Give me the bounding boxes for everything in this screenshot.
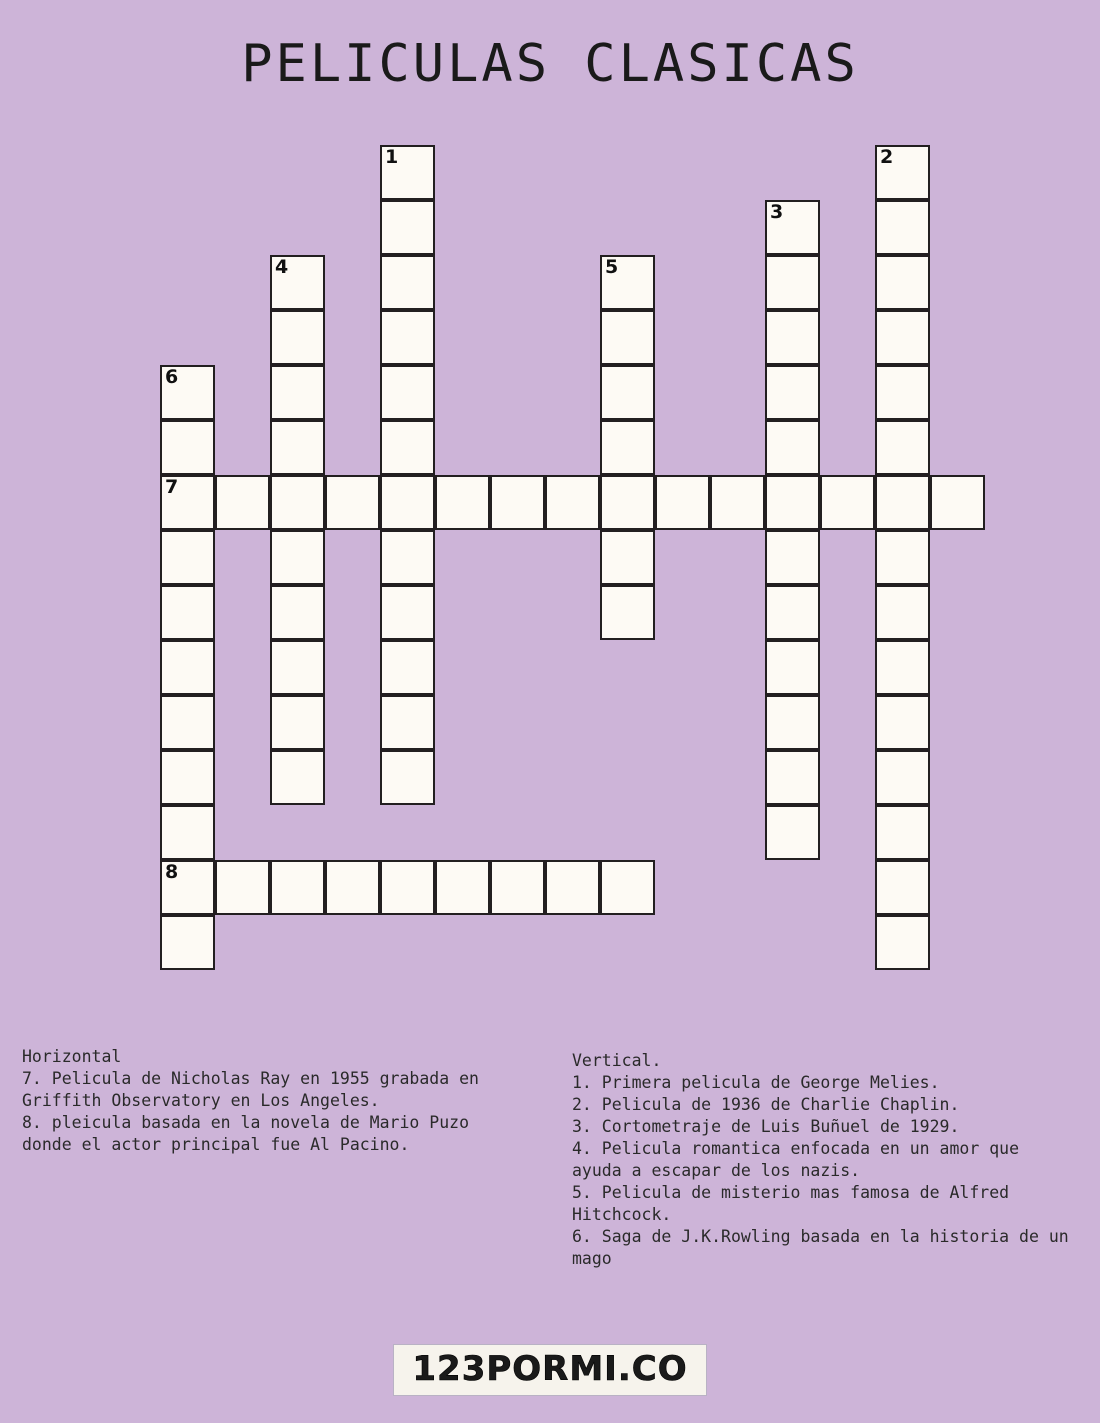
crossword-cell[interactable] xyxy=(765,805,820,860)
crossword-cell[interactable] xyxy=(875,585,930,640)
cell-number-5: 5 xyxy=(605,256,619,278)
crossword-cell[interactable] xyxy=(270,695,325,750)
crossword-cell[interactable] xyxy=(875,310,930,365)
crossword-cell[interactable] xyxy=(600,420,655,475)
crossword-cell[interactable] xyxy=(600,475,655,530)
crossword-cell[interactable] xyxy=(380,310,435,365)
crossword-cell[interactable] xyxy=(380,200,435,255)
clue-down-1: 1. Primera pelicula de George Melies. xyxy=(572,1073,940,1092)
clue-across-7: 7. Pelicula de Nicholas Ray en 1955 grabada en Griffith Observatory en Los Angeles. xyxy=(22,1069,479,1110)
crossword-cell[interactable] xyxy=(765,475,820,530)
cell-number-1: 1 xyxy=(385,146,399,168)
crossword-cell[interactable] xyxy=(325,475,380,530)
crossword-cell[interactable] xyxy=(600,585,655,640)
crossword-cell[interactable] xyxy=(875,255,930,310)
crossword-cell[interactable] xyxy=(875,145,930,200)
crossword-cell[interactable] xyxy=(875,475,930,530)
cell-number-7: 7 xyxy=(165,476,179,498)
crossword-cell[interactable] xyxy=(600,860,655,915)
crossword-cell[interactable] xyxy=(160,805,215,860)
crossword-cell[interactable] xyxy=(270,750,325,805)
crossword-cell[interactable] xyxy=(435,860,490,915)
crossword-cell[interactable] xyxy=(270,530,325,585)
crossword-cell[interactable] xyxy=(270,585,325,640)
crossword-cell[interactable] xyxy=(600,365,655,420)
cell-number-3: 3 xyxy=(770,201,784,223)
crossword-cell[interactable] xyxy=(875,805,930,860)
crossword-cell[interactable] xyxy=(160,475,215,530)
crossword-cell[interactable] xyxy=(270,860,325,915)
cell-number-2: 2 xyxy=(880,146,894,168)
crossword-cell[interactable] xyxy=(875,750,930,805)
crossword-cell[interactable] xyxy=(380,640,435,695)
crossword-cell[interactable] xyxy=(380,750,435,805)
crossword-cell[interactable] xyxy=(325,860,380,915)
crossword-cell[interactable] xyxy=(160,420,215,475)
crossword-cell[interactable] xyxy=(215,860,270,915)
clues-down xyxy=(572,1050,1072,1270)
crossword-cell[interactable] xyxy=(380,530,435,585)
crossword-cell[interactable] xyxy=(380,255,435,310)
clues-across xyxy=(22,1046,522,1156)
clue-down-3: 3. Cortometraje de Luis Buñuel de 1929. xyxy=(572,1117,960,1136)
crossword-cell[interactable] xyxy=(875,420,930,475)
crossword-cell[interactable] xyxy=(160,585,215,640)
crossword-cell[interactable] xyxy=(160,695,215,750)
crossword-cell[interactable] xyxy=(655,475,710,530)
crossword-cell[interactable] xyxy=(930,475,985,530)
clue-down-5: 5. Pelicula de misterio mas famosa de Alfred Hitchcock. xyxy=(572,1183,1010,1224)
crossword-cell[interactable] xyxy=(545,475,600,530)
crossword-cell[interactable] xyxy=(270,420,325,475)
crossword-cell[interactable] xyxy=(875,695,930,750)
crossword-cell[interactable] xyxy=(160,915,215,970)
crossword-cell[interactable] xyxy=(380,585,435,640)
crossword-cell[interactable] xyxy=(435,475,490,530)
crossword-cell[interactable] xyxy=(160,365,215,420)
crossword-cell[interactable] xyxy=(380,475,435,530)
crossword-cell[interactable] xyxy=(270,475,325,530)
crossword-cell[interactable] xyxy=(160,860,215,915)
crossword-cell[interactable] xyxy=(380,695,435,750)
footer xyxy=(0,1344,1100,1396)
crossword-cell[interactable] xyxy=(765,695,820,750)
clue-down-4: 4. Pelicula romantica enfocada en un amor que ayuda a escapar de los nazis. xyxy=(572,1139,1020,1180)
cell-number-6: 6 xyxy=(165,366,179,388)
crossword-cell[interactable] xyxy=(600,310,655,365)
crossword-cell[interactable] xyxy=(215,475,270,530)
crossword-cell[interactable] xyxy=(765,420,820,475)
crossword-cell[interactable] xyxy=(765,640,820,695)
crossword-cell[interactable] xyxy=(600,255,655,310)
crossword-cell[interactable] xyxy=(160,640,215,695)
crossword-cell[interactable] xyxy=(270,640,325,695)
clues-down-heading: Vertical. xyxy=(572,1051,662,1070)
crossword-cell[interactable] xyxy=(710,475,765,530)
clues-across-heading: Horizontal xyxy=(22,1047,122,1066)
clue-across-8: 8. pleicula basada en la novela de Mario Puzo donde el actor principal fue Al Pacino. xyxy=(22,1113,470,1154)
crossword-cell[interactable] xyxy=(875,640,930,695)
crossword-cell[interactable] xyxy=(765,365,820,420)
crossword-cell[interactable] xyxy=(380,145,435,200)
crossword-cell[interactable] xyxy=(820,475,875,530)
crossword-cell[interactable] xyxy=(875,860,930,915)
crossword-cell[interactable] xyxy=(270,310,325,365)
cell-number-4: 4 xyxy=(275,256,289,278)
crossword-cell[interactable] xyxy=(765,310,820,365)
crossword-cell[interactable] xyxy=(490,860,545,915)
crossword-cell[interactable] xyxy=(875,365,930,420)
clue-down-2: 2. Pelicula de 1936 de Charlie Chaplin. xyxy=(572,1095,960,1114)
crossword-cell[interactable] xyxy=(270,365,325,420)
crossword-cell[interactable] xyxy=(875,200,930,255)
crossword-cell[interactable] xyxy=(380,420,435,475)
crossword-cell[interactable] xyxy=(765,200,820,255)
crossword-cell[interactable] xyxy=(875,915,930,970)
crossword-cell[interactable] xyxy=(765,750,820,805)
crossword-cell[interactable] xyxy=(545,860,600,915)
page-title: PELICULAS CLASICAS xyxy=(241,34,859,94)
crossword-cell[interactable] xyxy=(765,585,820,640)
crossword-cell[interactable] xyxy=(270,255,325,310)
crossword-cell[interactable] xyxy=(380,860,435,915)
crossword-cell[interactable] xyxy=(160,530,215,585)
clue-down-6: 6. Saga de J.K.Rowling basada en la historia de un mago xyxy=(572,1227,1069,1268)
crossword-cell[interactable] xyxy=(875,530,930,585)
cell-number-8: 8 xyxy=(165,861,179,883)
crossword-cell[interactable] xyxy=(765,530,820,585)
crossword-cell[interactable] xyxy=(765,255,820,310)
crossword-cell[interactable] xyxy=(600,530,655,585)
crossword-cell[interactable] xyxy=(160,750,215,805)
site-brand: 123PORMI.CO xyxy=(393,1344,706,1396)
crossword-cell[interactable] xyxy=(490,475,545,530)
crossword-cell[interactable] xyxy=(380,365,435,420)
